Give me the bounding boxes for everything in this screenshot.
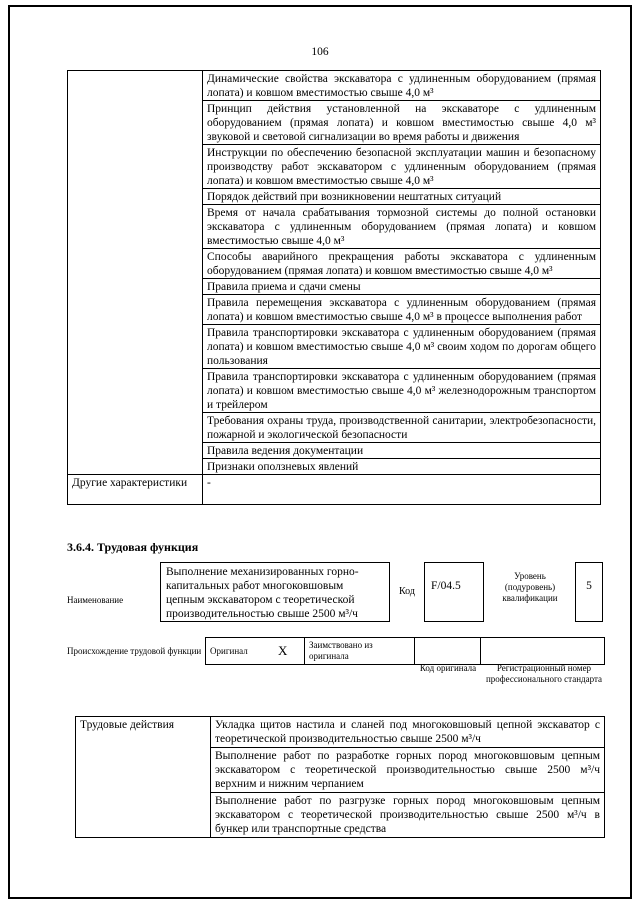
origin-table [205,637,605,665]
page-number: 106 [311,46,329,58]
table-row: Правила транспортировки экскаватора с удлиненным оборудованием (прямая лопата) и ковшом вместимостью свыше 4,0 м³ железнодорожным транспортом и трейлером [203,369,601,413]
table-row: Динамические свойства экскаватора с удлиненным оборудованием (прямая лопата) и ковшом вместимостью свыше 4,0 м³ [203,71,601,101]
table-row: Укладка щитов настила и сланей под многоковшовый цепной экскаватор с теоретической производительностью свыше 2500 м³/ч [211,717,605,748]
borrowed-label: Заимствовано из оригинала [305,638,415,665]
table-row: Время от начала срабатывания тормозной системы до полной остановки экскаватора с удлиненным оборудованием (прямая лопата) и ковшом вместимостью свыше 4,0 м³ [203,205,601,249]
reg-number-caption: Регистрационный номер профессионального стандарта [485,663,603,684]
name-label: Наименование [67,595,124,605]
code-original-caption: Код оригинала [419,663,477,673]
table-row: Требования охраны труда, производственной санитарии, электробезопасности, пожарной и экологической безопасности [203,413,601,443]
reg-number-cell [481,638,605,665]
function-name-box: Выполнение механизированных горно-капитальных работ многоковшовым цепным экскаватором с теоретической производительностью свыше 2500 м³/ч [160,562,390,622]
table-row: Инструкции по обеспечению безопасной эксплуатации машин и безопасному производству работ экскаватором с удлиненным оборудованием (прямая лопата) и ковшом вместимостью свыше 4,0 м³ [203,145,601,189]
section-title: 3.6.4. Трудовая функция [67,540,199,554]
table-row: Способы аварийного прекращения работы экскаватора с удлиненным оборудованием (прямая лопата) и ковшом вместимостью свыше 4,0 м³ [203,249,601,279]
original-label: Оригинал [206,638,262,665]
scan-border-bottom [8,897,632,899]
other-characteristics-label: Другие характеристики [68,475,203,505]
level-value: 5 [575,562,603,622]
table-row: Правила перемещения экскаватора с удлиненным оборудованием (прямая лопата) и ковшом вместимостью свыше 4,0 м³ в процессе выполнения работ [203,295,601,325]
knowledge-table [67,70,601,505]
table-row: Порядок действий при возникновении нештатных ситуаций [203,189,601,205]
scan-border-right [630,5,632,899]
table-label-cell [68,71,203,475]
labor-actions-table [75,716,605,838]
origin-label: Происхождение трудовой функции [67,646,202,656]
code-original-cell [415,638,481,665]
scan-border-left [8,5,10,899]
table-row: Признаки оползневых явлений [203,459,601,475]
table-row: Выполнение работ по разгрузке горных пород многоковшовым цепным экскаватором с теоретической производительностью свыше 2500 м³/ч в бункер или транспортные средства [211,793,605,838]
table-row: Правила ведения документации [203,443,601,459]
labor-actions-label: Трудовые действия [76,717,211,838]
table-row: Правила транспортировки экскаватора с удлиненным оборудованием (прямая лопата) и ковшом вместимостью свыше 4,0 м³ своим ходом по дорогам общего пользования [203,325,601,369]
other-characteristics-value: - [203,475,601,505]
code-value: F/04.5 [424,562,484,622]
code-label: Код [399,586,415,597]
level-label: Уровень (подуровень) квалификации [502,571,558,603]
scan-border-top [8,5,632,7]
original-mark: X [262,638,305,665]
table-row: Правила приема и сдачи смены [203,279,601,295]
table-row: Выполнение работ по разработке горных пород многоковшовым цепным экскаватором с теоретической производительностью свыше 2500 м³/ч верхним и нижним черпанием [211,748,605,793]
table-row: Принцип действия установленной на экскаваторе с удлиненным оборудованием (прямая лопата) и ковшом вместимостью свыше 4,0 м³ звуковой и световой сигнализации во время работы и движения [203,101,601,145]
